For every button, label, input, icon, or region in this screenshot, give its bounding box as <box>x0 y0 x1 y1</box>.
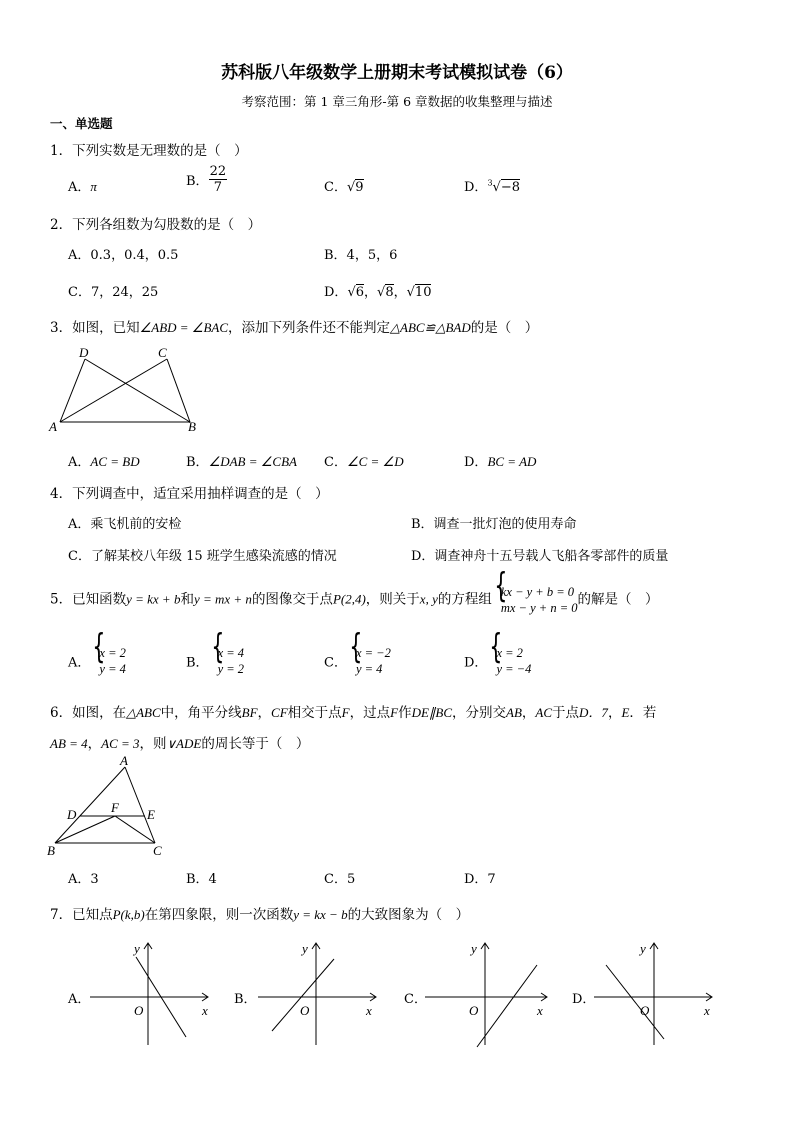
q3-label-c: C <box>158 345 167 360</box>
q5-d-eq-1: { x = 2 <box>496 646 523 660</box>
q4-option-d[interactable]: D．调查神舟十五号载人飞船各零部件的质量 <box>411 549 669 564</box>
q4-option-c[interactable]: C．了解某校八年级 15 班学生感染流感的情况 <box>68 549 337 564</box>
q6-option-d[interactable]: D．7 <box>464 872 496 887</box>
q4-option-a[interactable]: A．乘飞机前的安检 <box>68 517 182 532</box>
q1-c-label: C． <box>324 180 347 195</box>
q6-cf: CF <box>271 705 288 720</box>
q5-function-1: y = kx + b <box>126 591 181 607</box>
q6-t6: ，分别交 <box>452 705 507 721</box>
q5-c-eq-2: y = 4 <box>355 662 383 676</box>
q7-point: P(k,b) <box>112 907 145 922</box>
q5-stem-pre: 5．已知函数 <box>50 591 127 608</box>
q4-option-b[interactable]: B．调查一批灯泡的使用寿命 <box>411 517 577 532</box>
q2-option-d[interactable] <box>324 281 431 300</box>
q5-eq-1: { kx − y + b = 0 <box>500 585 575 599</box>
origin-label: O <box>134 1003 144 1018</box>
q5-option-b[interactable] <box>186 645 244 677</box>
q6-d: D．7 <box>579 705 608 720</box>
q1-option-d[interactable] <box>464 176 520 195</box>
sqrt-icon: √ <box>377 285 386 300</box>
q2-option-b[interactable]: B．4，5，6 <box>324 248 398 263</box>
q1-option-a[interactable] <box>68 176 97 195</box>
q6-t5: 作 <box>398 705 412 721</box>
q6-t10: ．若 <box>629 705 657 721</box>
q4-stem: 4．下列调查中，适宜采用抽样调查的是（ ） <box>50 486 329 502</box>
q6-l2-t2: ，则 <box>139 736 167 752</box>
q1-b-denominator: 7 <box>213 180 222 195</box>
q3-a-label: A． <box>68 455 91 470</box>
q6-stem-line1 <box>50 701 656 721</box>
q2-d-sep: ， <box>364 285 378 300</box>
sqrt-icon: √ <box>347 285 356 300</box>
q2-option-c[interactable]: C．7，24，25 <box>68 285 159 300</box>
q5-b-eq-2: y = 2 <box>217 662 245 676</box>
q3-label-d: D <box>79 345 89 360</box>
q3-figure <box>45 345 205 435</box>
q6-ab: AB <box>506 705 522 720</box>
q5-function-2: y = mx + n <box>193 591 252 607</box>
q6-label-d: D <box>67 807 77 822</box>
q2-d-value-3: 10 <box>414 285 432 300</box>
q6-de-parallel: DE∥BC <box>411 705 453 720</box>
q1-d-value: −8 <box>500 180 520 195</box>
q6-ac-len: AC = 3 <box>101 736 140 751</box>
q6-ac: AC <box>535 705 553 720</box>
q3-stem <box>50 316 538 336</box>
q6-option-c[interactable]: C．5 <box>324 872 356 887</box>
q6-figure <box>45 755 175 860</box>
y-label: y <box>134 941 140 956</box>
q3-stem-pre: 3．如图，已知 <box>50 320 140 336</box>
q6-f2: F <box>390 705 399 720</box>
q2-stem: 2．下列各组数为勾股数的是（ ） <box>50 217 262 233</box>
q3-option-a[interactable] <box>68 451 140 470</box>
q6-t9: ， <box>607 705 622 721</box>
q1-c-value: 9 <box>355 180 364 195</box>
q5-point: P(2,4) <box>332 591 366 607</box>
q6-label-f: F <box>111 800 119 815</box>
q6-ab-len: AB = 4 <box>50 736 88 751</box>
q5-d-label: D． <box>464 655 488 671</box>
q2-d-sep: ， <box>393 285 407 300</box>
q7-option-d-label[interactable]: D． <box>572 992 596 1007</box>
q7-stem-mid: 在第四象限，则一次函数 <box>144 907 294 923</box>
q5-a-eq-1: { x = 2 <box>99 646 126 660</box>
q6-option-b[interactable]: B．4 <box>186 872 217 887</box>
q3-label-b: B <box>188 419 196 434</box>
q7-function: y = kx − b <box>293 907 348 922</box>
q6-label-a: A <box>120 753 128 768</box>
q2-option-a[interactable]: A．0.3，0.4，0.5 <box>68 248 179 263</box>
q3-option-d[interactable] <box>464 451 536 470</box>
q5-eq-2: mx − y + n = 0 <box>500 601 578 615</box>
q6-stem-line2 <box>50 732 309 752</box>
q6-e: E <box>621 705 630 720</box>
q5-stem <box>50 584 659 616</box>
sqrt-icon: √ <box>406 285 415 300</box>
q6-l2-t3: 的周长等于（ ） <box>201 736 310 752</box>
q5-option-a[interactable] <box>68 645 126 677</box>
q1-d-index: 3 <box>487 178 493 188</box>
q6-t8: 于点 <box>552 705 580 721</box>
q3-c-value: ∠C = ∠D <box>346 454 404 469</box>
q7-graph-d[interactable] <box>594 935 719 1050</box>
q3-stem-post: 的是（ ） <box>470 320 539 336</box>
q7-stem-post: 的大致图象为（ ） <box>347 907 470 923</box>
sqrt-icon: √ <box>346 180 356 195</box>
q3-option-c[interactable] <box>324 451 404 470</box>
graph-line <box>477 965 537 1047</box>
q1-option-b[interactable] <box>186 164 227 195</box>
q5-stem-mid: 的图像交于点 <box>251 591 333 608</box>
q5-b-eq-1: { x = 4 <box>217 646 245 660</box>
cbrt-icon: √ <box>492 180 501 195</box>
q1-option-c[interactable] <box>324 176 364 195</box>
q5-stem-post: 的解是（ ） <box>577 591 659 608</box>
q5-c-eq-1: { x = −2 <box>355 646 391 660</box>
q1-b-label: B． <box>186 174 209 189</box>
q5-c-label: C． <box>324 655 347 671</box>
q6-t7: ， <box>521 705 536 721</box>
q6-label-c: C <box>153 843 162 858</box>
q2-d-label: D． <box>324 285 348 300</box>
q5-a-eq-2: y = 4 <box>99 662 126 676</box>
x-label: x <box>537 1003 543 1018</box>
q3-angle-condition: ∠ABD = ∠BAC <box>139 320 228 335</box>
q7-graph-c[interactable] <box>425 935 555 1050</box>
q6-t2: ， <box>257 705 272 721</box>
q5-d-eq-2: y = −4 <box>496 662 532 676</box>
origin-label: O <box>469 1003 479 1018</box>
q6-label-b: B <box>47 843 55 858</box>
q3-b-label: B． <box>186 455 209 470</box>
q6-ade: ∨ADE <box>166 736 202 751</box>
q6-f: F <box>341 705 350 720</box>
q6-t1: 中，角平分线 <box>160 705 242 721</box>
seg-ac <box>60 359 167 422</box>
q2-d-value-2: 8 <box>385 285 394 300</box>
q5-option-c[interactable] <box>324 645 391 677</box>
graph-line <box>606 965 664 1039</box>
q3-label-a: A <box>49 419 57 434</box>
scope-subtitle: 考察范围：第 1 章三角形-第 6 章数据的收集整理与描述 <box>241 94 553 109</box>
y-label: y <box>640 941 646 956</box>
q6-option-a[interactable]: A．3 <box>68 872 99 887</box>
graph-line <box>272 959 334 1031</box>
q7-stem-pre: 7．已知点 <box>50 907 113 923</box>
q6-t3: 相交于点 <box>287 705 342 721</box>
q7-option-a-label[interactable]: A． <box>68 992 91 1007</box>
q6-bf: BF <box>241 705 258 720</box>
q3-a-value: AC = BD <box>90 454 140 469</box>
q3-b-value: ∠DAB = ∠CBA <box>208 454 297 469</box>
q1-a-value: π <box>90 179 97 194</box>
page-title: 苏科版八年级数学上册期末考试模拟试卷（6） <box>221 63 573 83</box>
section-heading: 一、单选题 <box>50 116 113 131</box>
q7-option-c-label[interactable]: C． <box>404 992 427 1007</box>
q7-graph-a[interactable] <box>90 935 215 1050</box>
q6-l2-t1: ， <box>87 736 102 752</box>
q6-triangle: △ABC <box>126 705 161 720</box>
q7-graph-b[interactable] <box>258 935 383 1050</box>
q3-stem-mid: ，添加下列条件还不能判定 <box>228 320 390 336</box>
q1-stem: 1．下列实数是无理数的是（ ） <box>50 143 248 159</box>
q5-option-d[interactable] <box>464 645 531 677</box>
q7-stem <box>50 903 469 923</box>
q6-t0: 6．如图，在 <box>50 705 127 721</box>
q5-stem-mid2: ，则关于 <box>365 591 420 608</box>
q3-option-b[interactable] <box>186 451 297 470</box>
seg-ac <box>125 767 155 843</box>
q3-congruence: △ABC≌△BAD <box>390 320 471 335</box>
origin-label: O <box>300 1003 310 1018</box>
q2-d-value-1: 6 <box>355 285 365 300</box>
q6-t4: ，过点 <box>349 705 391 721</box>
q5-and: 和 <box>180 591 194 608</box>
q1-b-numerator: 22 <box>209 164 227 179</box>
seg-bc <box>167 359 190 422</box>
origin-label: O <box>640 1003 650 1018</box>
q1-d-label: D． <box>464 180 488 195</box>
q6-label-e: E <box>147 807 155 822</box>
q3-c-label: C． <box>324 455 347 470</box>
y-label: y <box>302 941 308 956</box>
q5-stem-mid3: 的方程组 <box>437 591 492 608</box>
q3-d-value: BC = AD <box>487 454 537 469</box>
x-label: x <box>202 1003 208 1018</box>
q5-vars: x, y <box>419 591 438 607</box>
seg-bf <box>55 816 115 843</box>
q5-system <box>492 584 578 616</box>
seg-ad <box>60 359 85 422</box>
x-label: x <box>704 1003 710 1018</box>
q1-a-label: A． <box>68 180 91 195</box>
seg-bd <box>85 359 190 422</box>
q7-option-b-label[interactable]: B． <box>234 992 257 1007</box>
y-label: y <box>471 941 477 956</box>
x-label: x <box>366 1003 372 1018</box>
q5-a-label: A． <box>68 655 91 671</box>
q5-b-label: B． <box>186 655 209 671</box>
q3-d-label: D． <box>464 455 488 470</box>
